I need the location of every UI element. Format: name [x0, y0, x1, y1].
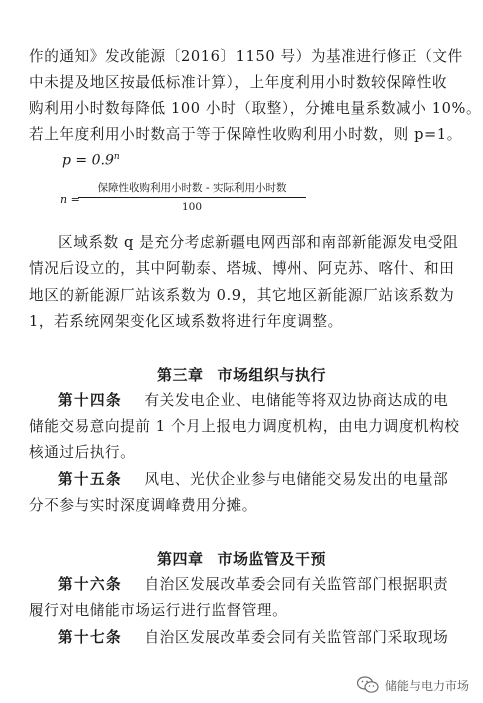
chapter-number: 第三章 [156, 366, 204, 384]
chapter-title: 市场监管及干预 [217, 550, 327, 568]
text-line: 核通过后执行。 [29, 444, 136, 461]
formula-p-lhs: p = 0.9 [62, 152, 114, 169]
article-text: 有关发电企业、电储能等将双边协商达成的电 [144, 392, 449, 409]
article-text: 风电、光伏企业参与电储能交易发出的电量部 [144, 471, 449, 488]
text-line: 1，若系统网架变化区域系数将进行年度调整。 [29, 313, 343, 330]
chapter-heading [0, 548, 483, 570]
article-line [58, 574, 458, 596]
article-label: 第十四条 [58, 392, 122, 409]
formula-n-denominator: 100 [181, 201, 203, 213]
article-label: 第十五条 [58, 471, 122, 488]
text-line: 购利用小时数每降低 100 小时（取整），分摊电量系数减小 10%。 [29, 100, 482, 117]
formula-n-numerator: 保障性收购利用小时数 - 实际利用小时数 [97, 182, 287, 194]
article-line [58, 469, 458, 491]
formula-n [60, 181, 320, 221]
text-line: 区域系数 q 是充分考虑新疆电网西部和南部新能源发电受阻 [58, 234, 459, 251]
text-line: 履行对电储能市场运行进行监督管理。 [29, 602, 288, 619]
text-line: 若上年度利用小时数高于等于保障性收购利用小时数，则 p=1。 [29, 126, 462, 143]
wechat-icon [357, 676, 379, 694]
article-line [58, 390, 458, 412]
watermark-text: 储能与电力市场 [384, 678, 469, 693]
formula-p [62, 152, 120, 169]
text-line: 情况后设立的，其中阿勒泰、塔城、博州、阿克苏、喀什、和田 [29, 260, 455, 277]
text-line: 作的通知》发改能源〔2016〕1150 号）为基准进行修正（文件 [29, 48, 463, 65]
article-label: 第十七条 [58, 629, 122, 646]
article-line [58, 627, 458, 649]
article-text: 自治区发展改革委会同有关监管部门根据职责 [144, 576, 449, 593]
chapter-number: 第四章 [156, 550, 204, 568]
formula-p-exponent: n [113, 152, 120, 162]
chapter-title: 市场组织与执行 [217, 366, 327, 384]
fraction-bar [78, 197, 306, 198]
article-text: 自治区发展改革委会同有关监管部门采取现场 [144, 629, 449, 646]
formula-n-lhs: n = [60, 193, 80, 206]
chapter-heading [0, 364, 483, 386]
watermark [357, 673, 469, 697]
text-line: 地区的新能源厂站该系数为 0.9，其它地区新能源厂站该系数为 [29, 287, 455, 304]
text-line: 中未提及地区按最低标准计算），上年度利用小时数较保障性收 [29, 74, 448, 91]
article-label: 第十六条 [58, 576, 122, 593]
text-line: 分不参与实时深度调峰费用分摊。 [29, 497, 257, 514]
text-line: 储能交易意向提前 1 个月上报电力调度机构，由电力调度机构校 [29, 418, 460, 435]
